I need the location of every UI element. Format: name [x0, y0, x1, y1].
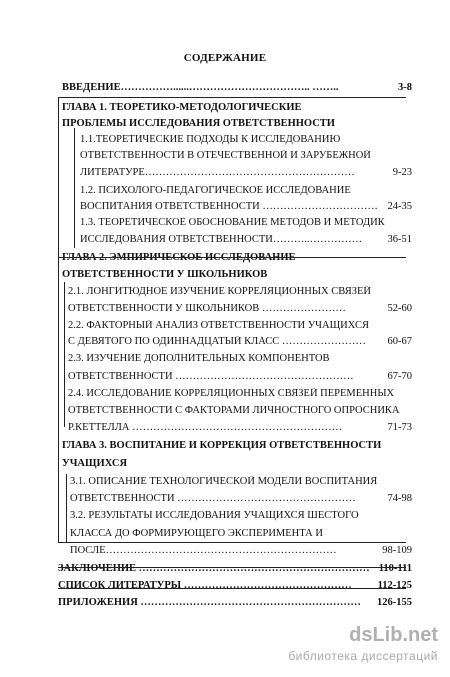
toc-entry-page: 112-125 [377, 580, 412, 591]
divider-line [64, 282, 65, 427]
toc-entry [0, 597, 450, 609]
toc-entry [0, 252, 450, 264]
toc-entry-text: С ДЕВЯТОГО ПО ОДИННАДЦАТЫЙ КЛАСС …………………… [68, 336, 366, 347]
toc-entry-text: 1.3. ТЕОРЕТИЧЕСКОЕ ОБОСНОВАНИЕ МЕТОДОВ И МЕТОДИК [80, 217, 385, 228]
divider-line [58, 257, 406, 258]
toc-entry [0, 134, 450, 146]
divider-line [58, 97, 406, 98]
toc-entry-text: 2.1. ЛОНГИТЮДНОЕ ИЗУЧЕНИЕ КОРРЕЛЯЦИОННЫХ СВЯЗЕЙ [68, 286, 371, 297]
toc-entry-text: ПРОБЛЕМЫ ИССЛЕДОВАНИЯ ОТВЕТСТВЕННОСТИ [62, 118, 335, 129]
toc-entry-text: Р.КЕТТЕЛЛА …………………………………………………… [68, 422, 343, 433]
toc-entry-page: 126-155 [377, 597, 412, 608]
toc-entry-page: 9-23 [392, 167, 412, 178]
toc-entry-text: 1.1.ТЕОРЕТИЧЕСКИЕ ПОДХОДЫ К ИССЛЕДОВАНИЮ [80, 134, 341, 145]
toc-entry [0, 201, 450, 213]
divider-line [58, 542, 406, 543]
toc-entry-text: СПИСОК ЛИТЕРАТУРЫ ………………………………………… [58, 580, 352, 591]
toc-entry-text: 2.3. ИЗУЧЕНИЕ ДОПОЛНИТЕЛЬНЫХ КОМПОНЕНТОВ [68, 353, 330, 364]
toc-entry-text: ГЛАВА 2. ЭМПИРИЧЕСКОЕ ИССЛЕДОВАНИЕ [62, 252, 296, 263]
toc-entry-text: ОТВЕТСТВЕННОСТИ У ШКОЛЬНИКОВ …………………… [68, 303, 346, 314]
toc-entry [0, 82, 450, 94]
toc-entry [0, 371, 450, 383]
toc-entry [0, 217, 450, 229]
toc-entry [0, 388, 450, 400]
toc-entry-text: ВВЕДЕНИЕ……………......…………………………….. …….. [62, 82, 339, 93]
toc-entry [0, 528, 450, 540]
toc-entry-page: 74-98 [387, 493, 412, 504]
toc-entry [0, 286, 450, 298]
toc-entry-text: 3.2. РЕЗУЛЬТАТЫ ИССЛЕДОВАНИЯ УЧАЩИХСЯ ШЕСТОГО [70, 510, 359, 521]
toc-entry [0, 510, 450, 522]
toc-entry-text: ОТВЕТСТВЕННОСТИ …………………………………………… [70, 493, 356, 504]
toc-entry [0, 563, 450, 575]
toc-entry [0, 458, 450, 470]
toc-entry-page: 60-67 [387, 336, 412, 347]
toc-entry-text: ПОСЛЕ………………………………………………………… [70, 545, 337, 556]
toc-entry-text: ОТВЕТСТВЕННОСТИ У ШКОЛЬНИКОВ [62, 269, 268, 280]
toc-entry [0, 303, 450, 315]
divider-line [74, 128, 75, 248]
toc-entry-text: ГЛАВА 1. ТЕОРЕТИКО-МЕТОДОЛОГИЧЕСКИЕ [62, 102, 302, 113]
toc-entry [0, 422, 450, 434]
toc-entry [0, 440, 450, 452]
toc-entry-text: ИССЛЕДОВАНИЯ ОТВЕТСТВЕННОСТИ………..…………… [80, 234, 363, 245]
toc-entry-page: 3-8 [398, 82, 412, 93]
toc-entry [0, 102, 450, 114]
watermark-logo: dsLib.net [349, 624, 438, 646]
toc-entry-text: ЗАКЛЮЧЕНИЕ ………………………………………………………… [58, 563, 370, 574]
toc-entry [0, 405, 450, 417]
toc-entry-text: УЧАЩИХСЯ [62, 458, 128, 469]
toc-entry-text: ОТВЕТСТВЕННОСТИ …………………………………………… [68, 371, 354, 382]
toc-entry [0, 336, 450, 348]
toc-entry [0, 580, 450, 592]
toc-entry-text: ВОСПИТАНИЯ ОТВЕТСТВЕННОСТИ …………………………… [80, 201, 378, 212]
toc-entry-page: 110-111 [378, 563, 412, 574]
toc-entry-page: 52-60 [387, 303, 412, 314]
toc-entry [0, 150, 450, 162]
toc-entry-text: 1.2. ПСИХОЛОГО-ПЕДАГОГИЧЕСКОЕ ИССЛЕДОВАНИЕ [80, 185, 351, 196]
watermark [288, 624, 438, 663]
toc-entry [0, 269, 450, 281]
divider-line [58, 567, 406, 568]
toc-entry [0, 353, 450, 365]
toc-entry-text: ОТВЕТСТВЕННОСТИ В ОТЕЧЕСТВЕННОЙ И ЗАРУБЕЖНОЙ [80, 150, 371, 161]
toc-entry [0, 545, 450, 557]
toc-entry [0, 476, 450, 488]
toc-entry-text: 2.2. ФАКТОРНЫЙ АНАЛИЗ ОТВЕТСТВЕННОСТИ УЧАЩИХСЯ [68, 320, 369, 331]
toc-entry-text: ЛИТЕРАТУРЕ…………………………………………………… [80, 167, 355, 178]
toc-entry-text: ОТВЕТСТВЕННОСТИ С ФАКТОРАМИ ЛИЧНОСТНОГО ОПРОСНИКА [68, 405, 400, 416]
toc-entry-page: 71-73 [387, 422, 412, 433]
toc-entry-text: ГЛАВА 3. ВОСПИТАНИЕ И КОРРЕКЦИЯ ОТВЕТСТВЕННОСТИ [62, 440, 382, 451]
toc-entry [0, 234, 450, 246]
divider-line [58, 97, 59, 542]
toc-entry-page: 98-109 [382, 545, 412, 556]
divider-line [58, 588, 406, 589]
toc-entry-page: 67-70 [387, 371, 412, 382]
toc-entry [0, 185, 450, 197]
toc-entry-text: 2.4. ИССЛЕДОВАНИЕ КОРРЕЛЯЦИОННЫХ СВЯЗЕЙ ПЕРЕМЕННЫХ [68, 388, 395, 399]
toc-entry [0, 167, 450, 179]
watermark-subtitle: библиотека диссертаций [288, 649, 438, 663]
toc-entry-text: КЛАССА ДО ФОРМИРУЮЩЕГО ЭКСПЕРИМЕНТА И [70, 528, 323, 539]
toc-entry-text: ПРИЛОЖЕНИЯ ……………………………………………………… [58, 597, 361, 608]
divider-line [66, 474, 67, 542]
toc-entry [0, 118, 450, 130]
toc-entry-page: 24-35 [387, 201, 412, 212]
toc-entry [0, 320, 450, 332]
toc-title: СОДЕРЖАНИЕ [183, 52, 267, 64]
toc-entry-page: 36-51 [387, 234, 412, 245]
toc-entry [0, 493, 450, 505]
toc-entry-text: 3.1. ОПИСАНИЕ ТЕХНОЛОГИЧЕСКОЙ МОДЕЛИ ВОСПИТАНИЯ [70, 476, 378, 487]
